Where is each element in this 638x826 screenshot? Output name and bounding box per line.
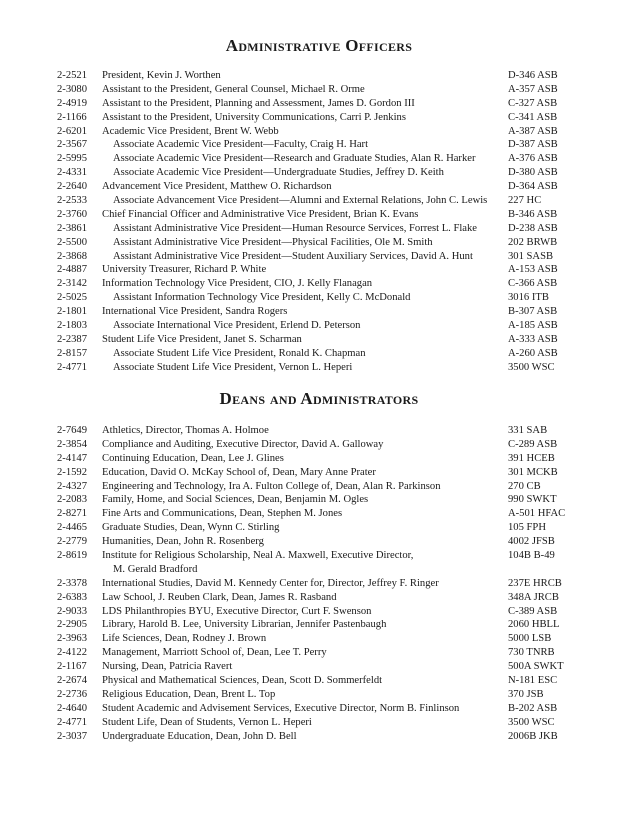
room-location: D-346 ASB bbox=[508, 70, 558, 81]
room-location: C-389 ASB bbox=[508, 605, 558, 617]
office-and-person: Life Sciences, Dean, Rodney J. Brown bbox=[102, 633, 267, 645]
room-location: 104B B-49 bbox=[508, 550, 555, 562]
office-and-person: Information Technology Vice President, CIO, J. Kelly Flanagan bbox=[102, 278, 373, 290]
phone-extension: 2-8619 bbox=[57, 550, 88, 562]
room-location: D-380 ASB bbox=[508, 167, 558, 179]
phone-extension: 2-3963 bbox=[57, 633, 88, 645]
directory-row bbox=[57, 138, 597, 152]
directory-row bbox=[57, 424, 597, 438]
directory-row bbox=[57, 660, 597, 674]
room-location: 2060 HBLL bbox=[508, 619, 560, 631]
section-title-administrative-officers: Administrative Officers bbox=[225, 36, 413, 55]
directory-row bbox=[57, 236, 597, 250]
directory-row bbox=[57, 480, 597, 494]
office-and-person: Associate Advancement Vice President—Alumni and External Relations, John C. Lewis bbox=[113, 195, 488, 207]
directory-row bbox=[57, 194, 597, 208]
phone-extension: 2-2533 bbox=[57, 195, 88, 207]
directory-row bbox=[57, 674, 597, 688]
room-location: 370 JSB bbox=[508, 688, 544, 700]
phone-extension: 2-4771 bbox=[57, 361, 88, 373]
office-and-person: Chief Financial Officer and Administrative Vice President, Brian K. Evans bbox=[102, 208, 419, 220]
phone-extension: 2-4147 bbox=[57, 452, 88, 464]
directory-row bbox=[57, 466, 597, 480]
office-and-person: Institute for Religious Scholarship, Neal A. Maxwell, Executive Director, bbox=[102, 550, 414, 562]
phone-extension: 2-5500 bbox=[57, 236, 88, 248]
room-location: 105 FPH bbox=[508, 522, 546, 534]
directory-row bbox=[57, 507, 597, 521]
room-location: D-387 ASB bbox=[508, 139, 558, 151]
phone-extension: 2-4887 bbox=[57, 264, 88, 276]
phone-extension: 2-3868 bbox=[57, 250, 88, 262]
room-location: D-238 ASB bbox=[508, 222, 558, 234]
directory-row bbox=[57, 125, 597, 139]
office-and-person: Nursing, Dean, Patricia Ravert bbox=[102, 661, 233, 673]
room-location: 202 BRWB bbox=[508, 236, 558, 248]
phone-extension: 2-8271 bbox=[57, 508, 88, 520]
phone-extension: 2-3854 bbox=[57, 438, 88, 450]
office-and-person: Law School, J. Reuben Clark, Dean, James R. Rasband bbox=[102, 591, 337, 603]
office-and-person: Assistant to the President, Planning and Assessment, James D. Gordon III bbox=[102, 97, 415, 109]
office-and-person: Graduate Studies, Dean, Wynn C. Stirling bbox=[102, 522, 280, 534]
directory-row bbox=[57, 305, 597, 319]
room-location: A-501 HFAC bbox=[508, 508, 566, 520]
directory-row bbox=[57, 521, 597, 535]
phone-extension: 2-4331 bbox=[57, 167, 88, 179]
phone-extension: 2-4122 bbox=[57, 647, 88, 659]
directory-row bbox=[57, 688, 597, 702]
phone-extension: 2-3080 bbox=[57, 83, 88, 95]
room-location: 237E HRCB bbox=[508, 577, 562, 589]
room-location: 227 HC bbox=[508, 195, 542, 207]
room-location: 3500 WSC bbox=[508, 361, 555, 373]
directory-row bbox=[57, 263, 597, 277]
directory-row bbox=[57, 577, 597, 591]
office-and-person: President, Kevin J. Worthen bbox=[102, 70, 221, 81]
section-title-deans-and-administrators: Deans and Administrators bbox=[219, 389, 419, 408]
phone-extension: 2-3760 bbox=[57, 208, 88, 220]
room-location: A-333 ASB bbox=[508, 333, 558, 345]
office-and-person: Family, Home, and Social Sciences, Dean, Benjamin M. Ogles bbox=[102, 494, 369, 506]
office-and-person: Student Life, Dean of Students, Vernon L. Heperi bbox=[102, 716, 312, 728]
directory-row bbox=[57, 591, 597, 605]
phone-extension: 2-4327 bbox=[57, 480, 88, 492]
room-location: A-260 ASB bbox=[508, 347, 558, 359]
directory-row bbox=[57, 152, 597, 166]
directory-row bbox=[57, 493, 597, 507]
room-location: 270 CB bbox=[508, 480, 541, 492]
room-location: C-289 ASB bbox=[508, 438, 558, 450]
room-location: B-202 ASB bbox=[508, 702, 558, 714]
room-location: A-387 ASB bbox=[508, 125, 558, 137]
directory-row bbox=[57, 646, 597, 660]
administrative-officers-list bbox=[57, 69, 597, 375]
room-location: 301 MCKB bbox=[508, 466, 558, 478]
office-and-person: Assistant Administrative Vice President—Human Resource Services, Forrest L. Flake bbox=[113, 222, 477, 234]
office-and-person: Student Academic and Advisement Services, Executive Director, Norm B. Finlinson bbox=[102, 702, 460, 714]
deans-and-administrators-list bbox=[57, 424, 597, 744]
directory-row bbox=[57, 702, 597, 716]
phone-extension: 2-2640 bbox=[57, 181, 88, 193]
directory-row bbox=[57, 69, 597, 83]
office-and-person: Engineering and Technology, Ira A. Fulton College of, Dean, Alan R. Parkinson bbox=[102, 480, 441, 492]
directory-row bbox=[57, 347, 597, 361]
room-location: 3016 ITB bbox=[508, 292, 549, 304]
phone-extension: 2-3567 bbox=[57, 139, 88, 151]
phone-extension: 2-8157 bbox=[57, 347, 88, 359]
directory-row bbox=[57, 111, 597, 125]
room-location: 990 SWKT bbox=[508, 494, 557, 506]
directory-row bbox=[57, 438, 597, 452]
office-and-person: Student Life Vice President, Janet S. Scharman bbox=[102, 333, 302, 345]
phone-extension: 2-2083 bbox=[57, 494, 88, 506]
room-location: C-327 ASB bbox=[508, 97, 558, 109]
room-location: 331 SAB bbox=[508, 425, 548, 436]
room-location: B-346 ASB bbox=[508, 208, 558, 220]
office-and-person: Assistant Information Technology Vice President, Kelly C. McDonald bbox=[113, 292, 411, 304]
phone-extension: 2-2521 bbox=[57, 70, 88, 81]
directory-row bbox=[57, 83, 597, 97]
room-location: B-307 ASB bbox=[508, 306, 558, 318]
room-location: 730 TNRB bbox=[508, 647, 555, 659]
room-location: 3500 WSC bbox=[508, 716, 555, 728]
phone-extension: 2-4640 bbox=[57, 702, 88, 714]
office-and-person: Associate Academic Vice President—Undergraduate Studies, Jeffrey D. Keith bbox=[113, 167, 444, 179]
directory-row bbox=[57, 97, 597, 111]
directory-row bbox=[57, 549, 597, 577]
phone-extension: 2-3037 bbox=[57, 730, 88, 742]
phone-extension: 2-2905 bbox=[57, 619, 88, 631]
office-and-person: Assistant Administrative Vice President—Physical Facilities, Ole M. Smith bbox=[113, 236, 433, 248]
office-and-person: Physical and Mathematical Sciences, Dean, Scott D. Sommerfeldt bbox=[102, 675, 383, 687]
phone-extension: 2-2779 bbox=[57, 536, 88, 548]
room-location: 301 SASB bbox=[508, 250, 554, 262]
office-and-person: Associate Student Life Vice President, Ronald K. Chapman bbox=[113, 347, 366, 359]
phone-extension: 2-1592 bbox=[57, 466, 88, 478]
office-and-person: Assistant to the President, University Communications, Carri P. Jenkins bbox=[102, 111, 406, 123]
phone-extension: 2-4465 bbox=[57, 522, 88, 534]
directory-row bbox=[57, 716, 597, 730]
room-location: 500A SWKT bbox=[508, 661, 564, 673]
office-and-person: Advancement Vice President, Matthew O. Richardson bbox=[102, 181, 332, 193]
directory-row bbox=[57, 180, 597, 194]
office-and-person: University Treasurer, Richard P. White bbox=[102, 264, 267, 276]
room-location: 348A JRCB bbox=[508, 591, 559, 603]
office-and-person: Academic Vice President, Brent W. Webb bbox=[102, 125, 279, 137]
directory-row bbox=[57, 618, 597, 632]
room-location: 2006B JKB bbox=[508, 730, 558, 742]
room-location: N-181 ESC bbox=[508, 675, 558, 687]
directory-row bbox=[57, 535, 597, 549]
room-location: A-357 ASB bbox=[508, 83, 558, 95]
room-location: 391 HCEB bbox=[508, 452, 555, 464]
office-and-person: Library, Harold B. Lee, University Librarian, Jennifer Pastenbaugh bbox=[102, 619, 387, 631]
room-location: A-185 ASB bbox=[508, 320, 558, 332]
office-and-person: Assistant to the President, General Counsel, Michael R. Orme bbox=[102, 83, 365, 95]
directory-row bbox=[57, 250, 597, 264]
directory-row bbox=[57, 452, 597, 466]
phone-extension: 2-5995 bbox=[57, 153, 88, 165]
office-and-person: Humanities, Dean, John R. Rosenberg bbox=[102, 536, 264, 548]
phone-extension: 2-3378 bbox=[57, 577, 88, 589]
office-and-person: Associate International Vice President, Erlend D. Peterson bbox=[113, 320, 361, 332]
phone-extension: 2-2387 bbox=[57, 333, 88, 345]
directory-row bbox=[57, 319, 597, 333]
office-and-person: Associate Student Life Vice President, Vernon L. Heperi bbox=[113, 361, 353, 373]
office-and-person: Management, Marriott School of, Dean, Lee T. Perry bbox=[102, 647, 327, 659]
room-location: A-376 ASB bbox=[508, 153, 558, 165]
office-and-person: Religious Education, Dean, Brent L. Top bbox=[102, 688, 276, 700]
phone-extension: 2-9033 bbox=[57, 605, 88, 617]
room-location: C-341 ASB bbox=[508, 111, 558, 123]
directory-row bbox=[57, 333, 597, 347]
directory-row bbox=[57, 166, 597, 180]
directory-row bbox=[57, 208, 597, 222]
phone-extension: 2-6383 bbox=[57, 591, 88, 603]
office-and-person-continued: M. Gerald Bradford bbox=[113, 563, 198, 575]
directory-row bbox=[57, 361, 597, 375]
phone-extension: 2-1166 bbox=[57, 111, 87, 123]
phone-extension: 2-4771 bbox=[57, 716, 88, 728]
room-location: D-364 ASB bbox=[508, 181, 558, 193]
office-and-person: Fine Arts and Communications, Dean, Stephen M. Jones bbox=[102, 508, 343, 520]
phone-extension: 2-1167 bbox=[57, 661, 87, 673]
phone-extension: 2-7649 bbox=[57, 425, 88, 436]
directory-row bbox=[57, 277, 597, 291]
directory-row bbox=[57, 222, 597, 236]
phone-extension: 2-1803 bbox=[57, 320, 88, 332]
directory-row bbox=[57, 605, 597, 619]
office-and-person: Compliance and Auditing, Executive Director, David A. Galloway bbox=[102, 438, 384, 450]
directory-row bbox=[57, 291, 597, 305]
office-and-person: Assistant Administrative Vice President—Student Auxiliary Services, David A. Hunt bbox=[113, 250, 473, 262]
phone-extension: 2-5025 bbox=[57, 292, 88, 304]
phone-extension: 2-4919 bbox=[57, 97, 88, 109]
office-and-person: Associate Academic Vice President—Research and Graduate Studies, Alan R. Harker bbox=[113, 153, 476, 165]
directory-row bbox=[57, 632, 597, 646]
room-location: 4002 JFSB bbox=[508, 536, 555, 548]
phone-extension: 2-3142 bbox=[57, 278, 88, 290]
room-location: 5000 LSB bbox=[508, 633, 552, 645]
room-location: A-153 ASB bbox=[508, 264, 558, 276]
office-and-person: Associate Academic Vice President—Faculty, Craig H. Hart bbox=[113, 139, 369, 151]
office-and-person: Education, David O. McKay School of, Dean, Mary Anne Prater bbox=[102, 466, 376, 478]
office-and-person: International Vice President, Sandra Rogers bbox=[102, 306, 288, 318]
phone-extension: 2-2736 bbox=[57, 688, 88, 700]
phone-extension: 2-3861 bbox=[57, 222, 88, 234]
phone-extension: 2-1801 bbox=[57, 306, 88, 318]
phone-extension: 2-6201 bbox=[57, 125, 88, 137]
office-and-person: International Studies, David M. Kennedy Center for, Director, Jeffrey F. Ringer bbox=[102, 577, 439, 589]
directory-row bbox=[57, 730, 597, 744]
phone-extension: 2-2674 bbox=[57, 675, 88, 687]
office-and-person: Continuing Education, Dean, Lee J. Glines bbox=[102, 452, 284, 464]
office-and-person: Undergraduate Education, Dean, John D. Bell bbox=[102, 730, 297, 742]
room-location: C-366 ASB bbox=[508, 278, 558, 290]
office-and-person: LDS Philanthropies BYU, Executive Director, Curt F. Swenson bbox=[102, 605, 372, 617]
office-and-person: Athletics, Director, Thomas A. Holmoe bbox=[102, 425, 269, 436]
